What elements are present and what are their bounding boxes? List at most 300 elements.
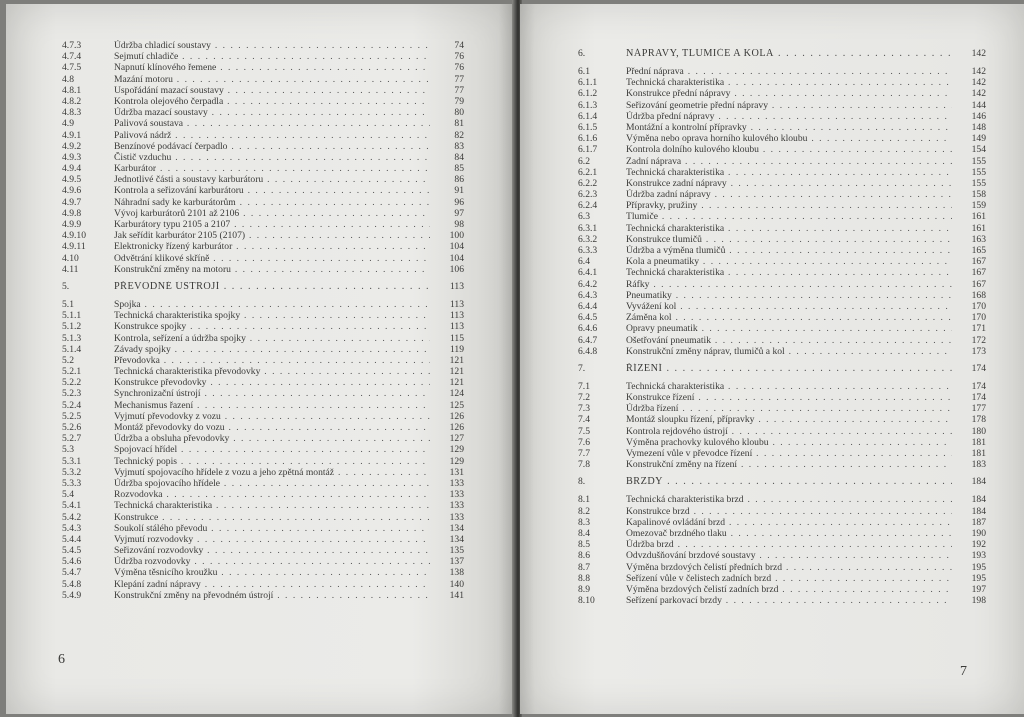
page-reference: 77 [454,84,464,96]
section-title: Spojka . . . [114,299,430,310]
section-number: 6.1.6 [578,133,598,145]
section-title: Seřízení vůle v čelistech zadních brzd . . . [626,573,952,584]
section-title: Kontrola a seřizování karburátoru . . . [114,185,430,196]
toc-entry [578,425,986,437]
page-reference: 133 [449,500,464,512]
section-number: 5.4.8 [62,578,82,590]
section-number: 4.9.6 [62,185,82,197]
section-title: Výměna brzdových čelistí předních brzd . . . [626,562,952,573]
page-reference: 177 [971,403,986,415]
page-reference: 135 [449,545,464,557]
page-reference: 170 [971,312,986,324]
toc-entry [62,344,480,355]
toc-entry [62,444,480,455]
toc-chapter-heading [62,281,480,293]
toc-list-left [62,40,480,601]
section-number: 5.1 [62,298,74,310]
toc-entry [578,595,986,607]
section-title: Technická charakteristika . . . [626,167,952,178]
toc-entry [578,334,986,346]
toc-entry [62,534,480,545]
toc-entry [578,583,986,595]
section-number: 7.8 [578,459,590,471]
section-number: 8.4 [578,527,590,539]
toc-entry [62,366,480,377]
toc-entry [62,208,480,219]
page-reference: 127 [449,433,464,445]
section-number: 4.9.9 [62,219,82,230]
page-reference: 82 [454,129,464,141]
toc-entry [578,561,986,573]
section-number: 6.3.2 [578,233,598,245]
section-title: Údržba přední nápravy . . . [626,111,952,122]
section-title: Mazání motoru . . . [114,74,430,85]
toc-chapter-heading [578,362,986,375]
toc-entry [62,241,480,252]
section-number: 8.3 [578,516,590,528]
page-reference: 133 [449,477,464,489]
section-number: 6.2.4 [578,200,598,212]
section-number: 4.9 [62,118,74,130]
section-title: Čistič vzduchu . . . [114,152,430,163]
section-number: 5.4.9 [62,589,82,601]
section-number: 4.8 [62,73,74,85]
section-title: Údržba a obsluha převodovky . . . [114,433,430,444]
section-title: Konstrukční změny na motoru . . . [114,264,430,275]
page-reference: 133 [449,489,464,501]
page-reference: 187 [971,516,986,528]
section-title: Vyjmutí převodovky z vozu . . . [114,411,430,422]
page-reference: 121 [449,366,464,378]
toc-entry [578,494,986,506]
toc-entry [578,256,986,268]
section-number: 6.4.4 [578,300,598,312]
section-number: 5.4.2 [62,511,82,523]
toc-entry [62,74,480,85]
page-reference: 193 [971,550,986,562]
section-number: 5.2.7 [62,433,82,445]
page-reference: 85 [454,163,464,175]
toc-entry [62,590,480,601]
section-title: Opravy pneumatik . . . [626,323,952,334]
section-number: 6.2.3 [578,189,598,201]
section-number: 7.2 [578,392,590,404]
section-title: Konstrukce . . . [114,512,430,523]
toc-entry [62,197,480,208]
section-title: Napnutí klínového řemene . . . [114,62,430,73]
page-reference: 126 [449,422,464,433]
page-reference: 80 [454,107,464,119]
section-number: 6. [578,48,586,59]
section-number: 5.4.3 [62,522,82,534]
page-reference: 83 [454,140,464,152]
section-title: Konstrukce přední nápravy . . . [626,88,952,99]
page-reference: 155 [971,155,986,167]
section-title: Náhradní sady ke karburátorům . . . [114,197,430,208]
page-reference: 142 [971,88,986,100]
section-title: PŘEVODNÉ ÚSTROJÍ . . . [114,281,430,292]
toc-entry [578,448,986,459]
toc-entry [62,96,480,107]
section-title: Tlumiče . . . [626,211,952,222]
toc-entry [62,174,480,185]
section-number: 6.4.1 [578,267,598,279]
page-reference: 181 [971,448,986,459]
page-reference: 126 [449,410,464,422]
page-reference: 174 [971,392,986,404]
section-title: Konstrukční změny na převodném ústrojí . . . [114,590,430,601]
section-title: BRZDY . . . [626,476,952,487]
section-title: Technická charakteristika . . . [626,267,952,278]
page-reference: 197 [971,583,986,595]
section-number: 8.9 [578,583,590,595]
toc-entry [578,572,986,584]
page-reference: 154 [971,144,986,156]
section-title: Karburátor . . . [114,163,430,174]
page-reference: 149 [971,133,986,145]
section-number: 5.2.3 [62,388,82,400]
page-reference: 100 [449,230,464,242]
toc-entry [62,107,480,118]
section-number: 7.7 [578,448,590,459]
page-reference: 79 [454,95,464,107]
page-reference: 183 [971,459,986,471]
section-number: 6.2.1 [578,166,598,178]
page-reference: 134 [449,522,464,534]
section-title: Údržba spojovacího hřídele . . . [114,478,430,489]
page-reference: 119 [449,343,464,355]
section-number: 5.2.4 [62,399,82,411]
section-title: Technický popis . . . [114,456,430,467]
page-reference: 171 [971,323,986,335]
section-title: Technická charakteristika . . . [626,77,952,88]
section-title: Přípravky, pružiny . . . [626,200,952,211]
toc-entry [578,99,986,111]
section-title: Karburátory typu 2105 a 2107 . . . [114,219,430,230]
toc-entry [578,289,986,301]
section-title: Údržba mazací soustavy . . . [114,107,430,118]
section-number: 5.3.2 [62,466,82,478]
section-title: Mechanismus řazení . . . [114,400,430,411]
toc-entry [62,185,480,196]
page-reference: 124 [449,388,464,400]
section-title: Zadní náprava . . . [626,156,952,167]
page-reference: 161 [971,211,986,223]
section-number: 4.9.11 [62,241,86,253]
page-reference: 137 [449,556,464,568]
section-title: Vyjmutí rozvodovky . . . [114,534,430,545]
toc-entry [578,189,986,201]
section-title: Převodovka . . . [114,355,430,366]
section-title: Ošetřování pneumatik . . . [626,335,952,346]
toc-entry [62,523,480,534]
toc-entry [62,62,480,73]
page-reference: 155 [971,166,986,178]
section-title: Seřizování rozvodovky . . . [114,545,430,556]
section-number: 7.4 [578,414,590,426]
section-number: 5.1.2 [62,321,82,333]
page-reference: 172 [971,334,986,346]
toc-entry [578,177,986,189]
right-page [520,4,1024,714]
section-title: Uspořádání mazací soustavy . . . [114,85,430,96]
section-number: 4.10 [62,252,79,264]
toc-entry [578,121,986,133]
section-number: 5.4.4 [62,533,82,545]
page-reference: 125 [449,399,464,411]
page-reference: 129 [449,455,464,467]
page-reference: 198 [971,595,986,607]
section-title: Jednotlivé části a soustavy karburátoru . . . [114,174,430,185]
page-reference: 104 [449,252,464,264]
section-number: 8.10 [578,595,595,607]
section-number: 6.1.3 [578,99,598,111]
section-title: Spojovací hřídel . . . [114,444,430,455]
section-number: 4.8.1 [62,84,82,96]
page-reference: 84 [454,151,464,163]
section-title: Přední náprava . . . [626,66,952,77]
toc-chapter-heading [578,476,986,488]
toc-entry [578,222,986,234]
section-number: 6.4.6 [578,323,598,335]
page-reference: 181 [971,436,986,448]
toc-entry [62,321,480,332]
toc-entry [578,505,986,517]
page-reference: 167 [971,267,986,279]
toc-entry [578,436,986,448]
page-reference: 121 [449,377,464,389]
page-reference: 142 [971,48,986,59]
toc-entry [62,163,480,174]
section-number: 6.4.7 [578,334,598,346]
page-reference: 96 [454,196,464,208]
page-reference: 144 [971,99,986,111]
section-title: Záměna kol . . . [626,312,952,323]
section-title: Kontrola dolního kulového kloubu . . . [626,144,952,155]
section-title: Montážní a kontrolní přípravky . . . [626,122,952,133]
toc-entry [62,467,480,478]
section-title: Údržba zadní nápravy . . . [626,189,952,200]
page-reference: 184 [971,505,986,517]
toc-entry [62,456,480,467]
page-reference: 158 [971,189,986,201]
section-number: 6.4 [578,256,590,268]
section-number: 5.4.6 [62,556,82,568]
section-title: Závady spojky . . . [114,344,430,355]
section-number: 4.9.7 [62,196,82,208]
page-reference: 121 [449,354,464,366]
page-reference: 115 [449,332,464,344]
page-reference: 174 [971,362,986,374]
page-reference: 159 [971,200,986,212]
toc-entry [62,264,480,275]
section-title: Kontrola olejového čerpadla . . . [114,96,430,107]
section-number: 6.3.3 [578,245,598,256]
page-reference: 195 [971,561,986,573]
page-reference: 129 [449,444,464,456]
toc-entry [62,567,480,578]
section-title: Vymezení vůle v převodce řízení . . . [626,448,952,459]
toc-entry [62,141,480,152]
section-title: Konstrukční změny náprav, tlumičů a kol . . . [626,346,952,357]
page-reference: 138 [449,567,464,579]
toc-entry [578,110,986,122]
section-number: 6.1 [578,66,590,77]
page-reference: 173 [971,345,986,357]
page-reference: 190 [971,527,986,539]
section-number: 7.1 [578,380,590,392]
page-reference: 113 [449,298,464,310]
section-title: Kapalinové ovládání brzd . . . [626,517,952,528]
toc-entry [62,85,480,96]
toc-list-right [578,48,986,607]
section-number: 4.9.1 [62,129,82,141]
section-number: 8.6 [578,550,590,562]
section-number: 8.1 [578,494,590,506]
section-number: 5. [62,280,70,292]
section-title: Jak seřídit karburátor 2105 (2107) . . . [114,230,430,241]
section-title: Konstrukce brzd . . . [626,506,952,517]
section-number: 7.5 [578,425,590,437]
page-reference: 104 [449,241,464,253]
section-title: Palivová nádrž . . . [114,130,430,141]
toc-entry [62,299,480,310]
page-reference: 76 [454,51,464,63]
toc-entry [578,267,986,279]
page-reference: 178 [971,414,986,426]
section-number: 4.9.8 [62,207,82,219]
section-title: Kola a pneumatiky . . . [626,256,952,267]
section-number: 6.1.7 [578,144,598,156]
toc-entry [62,545,480,556]
toc-entry [578,133,986,145]
section-title: Sejmutí chladiče . . . [114,51,430,62]
section-number: 5.2.2 [62,377,82,389]
page-reference: 131 [449,466,464,478]
page-reference: 77 [454,73,464,85]
section-title: Technická charakteristika převodovky . . . [114,366,430,377]
section-title: NÁPRAVY, TLUMIČE A KOLA . . . [626,48,952,59]
section-title: Synchronizační ústrojí . . . [114,388,430,399]
section-number: 5.4.5 [62,545,82,557]
toc-entry [62,512,480,523]
toc-entry [578,233,986,245]
section-title: Seřízení parkovací brzdy . . . [626,595,952,606]
page-reference: 86 [454,174,464,186]
page-reference: 91 [454,185,464,197]
toc-entry [578,345,986,357]
section-title: Údržba brzd . . . [626,539,952,550]
page-reference: 81 [454,118,464,130]
toc-entry [62,152,480,163]
section-title: Pneumatiky . . . [626,290,952,301]
page-reference: 98 [454,219,464,230]
section-title: Soukolí stálého převodu . . . [114,523,430,534]
toc-entry [62,355,480,366]
section-number: 6.1.4 [578,110,598,122]
section-number: 4.9.2 [62,140,82,152]
page-reference: 168 [971,289,986,301]
left-page [6,4,514,714]
page-reference: 113 [449,321,464,333]
section-number: 4.9.4 [62,163,82,175]
section-title: Kontrola rejdového ústrojí . . . [626,426,952,437]
toc-entry [578,245,986,256]
section-number: 6.1.1 [578,77,598,89]
page-reference: 155 [971,177,986,189]
section-number: 6.4.3 [578,289,598,301]
toc-entry [578,278,986,290]
section-number: 5.1.1 [62,310,82,322]
section-number: 5.2.1 [62,366,82,378]
section-title: Palivová soustava . . . [114,118,430,129]
section-number: 5.2.6 [62,422,82,433]
page-number-left: 6 [58,652,65,667]
page-reference: 113 [449,280,464,292]
toc-entry [578,300,986,312]
section-number: 6.1.2 [578,88,598,100]
toc-entry [578,539,986,551]
section-title: Omezovač brzdného tlaku . . . [626,528,952,539]
section-number: 8.5 [578,539,590,551]
toc-entry [578,211,986,223]
section-title: Konstrukce zadní nápravy . . . [626,178,952,189]
section-title: Technická charakteristika spojky . . . [114,310,430,321]
section-title: ŘÍZENÍ . . . [626,363,952,374]
page-reference: 174 [971,380,986,392]
toc-entry [578,155,986,167]
section-number: 5.4.1 [62,500,82,512]
section-title: Konstrukce řízení . . . [626,392,952,403]
section-number: 5.4.7 [62,567,82,579]
section-number: 6.1.5 [578,121,598,133]
toc-entry [62,422,480,433]
page-reference: 184 [971,476,986,488]
section-number: 4.8.3 [62,107,82,119]
section-title: Konstrukce převodovky . . . [114,377,430,388]
toc-entry [62,118,480,129]
section-number: 4.9.5 [62,174,82,186]
toc-entry [578,312,986,324]
section-title: Elektronicky řízený karburátor . . . [114,241,430,252]
section-title: Odvzdušňování brzdové soustavy . . . [626,550,952,561]
toc-entry [578,550,986,562]
section-title: Údržba a výměna tlumičů . . . [626,245,952,256]
section-title: Výměna nebo oprava horního kulového kloubu . . . [626,133,952,144]
toc-entry [62,253,480,264]
page-reference: 148 [971,121,986,133]
section-number: 5.1.3 [62,332,82,344]
section-title: Montáž sloupku řízení, přípravky . . . [626,414,952,425]
section-title: Ráfky . . . [626,279,952,290]
section-number: 4.9.10 [62,230,86,242]
toc-entry [578,144,986,156]
section-number: 8.7 [578,561,590,573]
section-title: Výměna těsnicího kroužku . . . [114,567,430,578]
page-reference: 163 [971,233,986,245]
toc-entry [578,527,986,539]
section-title: Technická charakteristika brzd . . . [626,494,952,505]
section-title: Údržba řízení . . . [626,403,952,414]
page-reference: 167 [971,278,986,290]
toc-entry [578,459,986,471]
section-number: 4.7.5 [62,62,82,74]
toc-entry [578,166,986,178]
toc-entry [62,489,480,500]
section-number: 4.7.3 [62,40,82,51]
toc-entry [62,219,480,230]
toc-entry [62,579,480,590]
